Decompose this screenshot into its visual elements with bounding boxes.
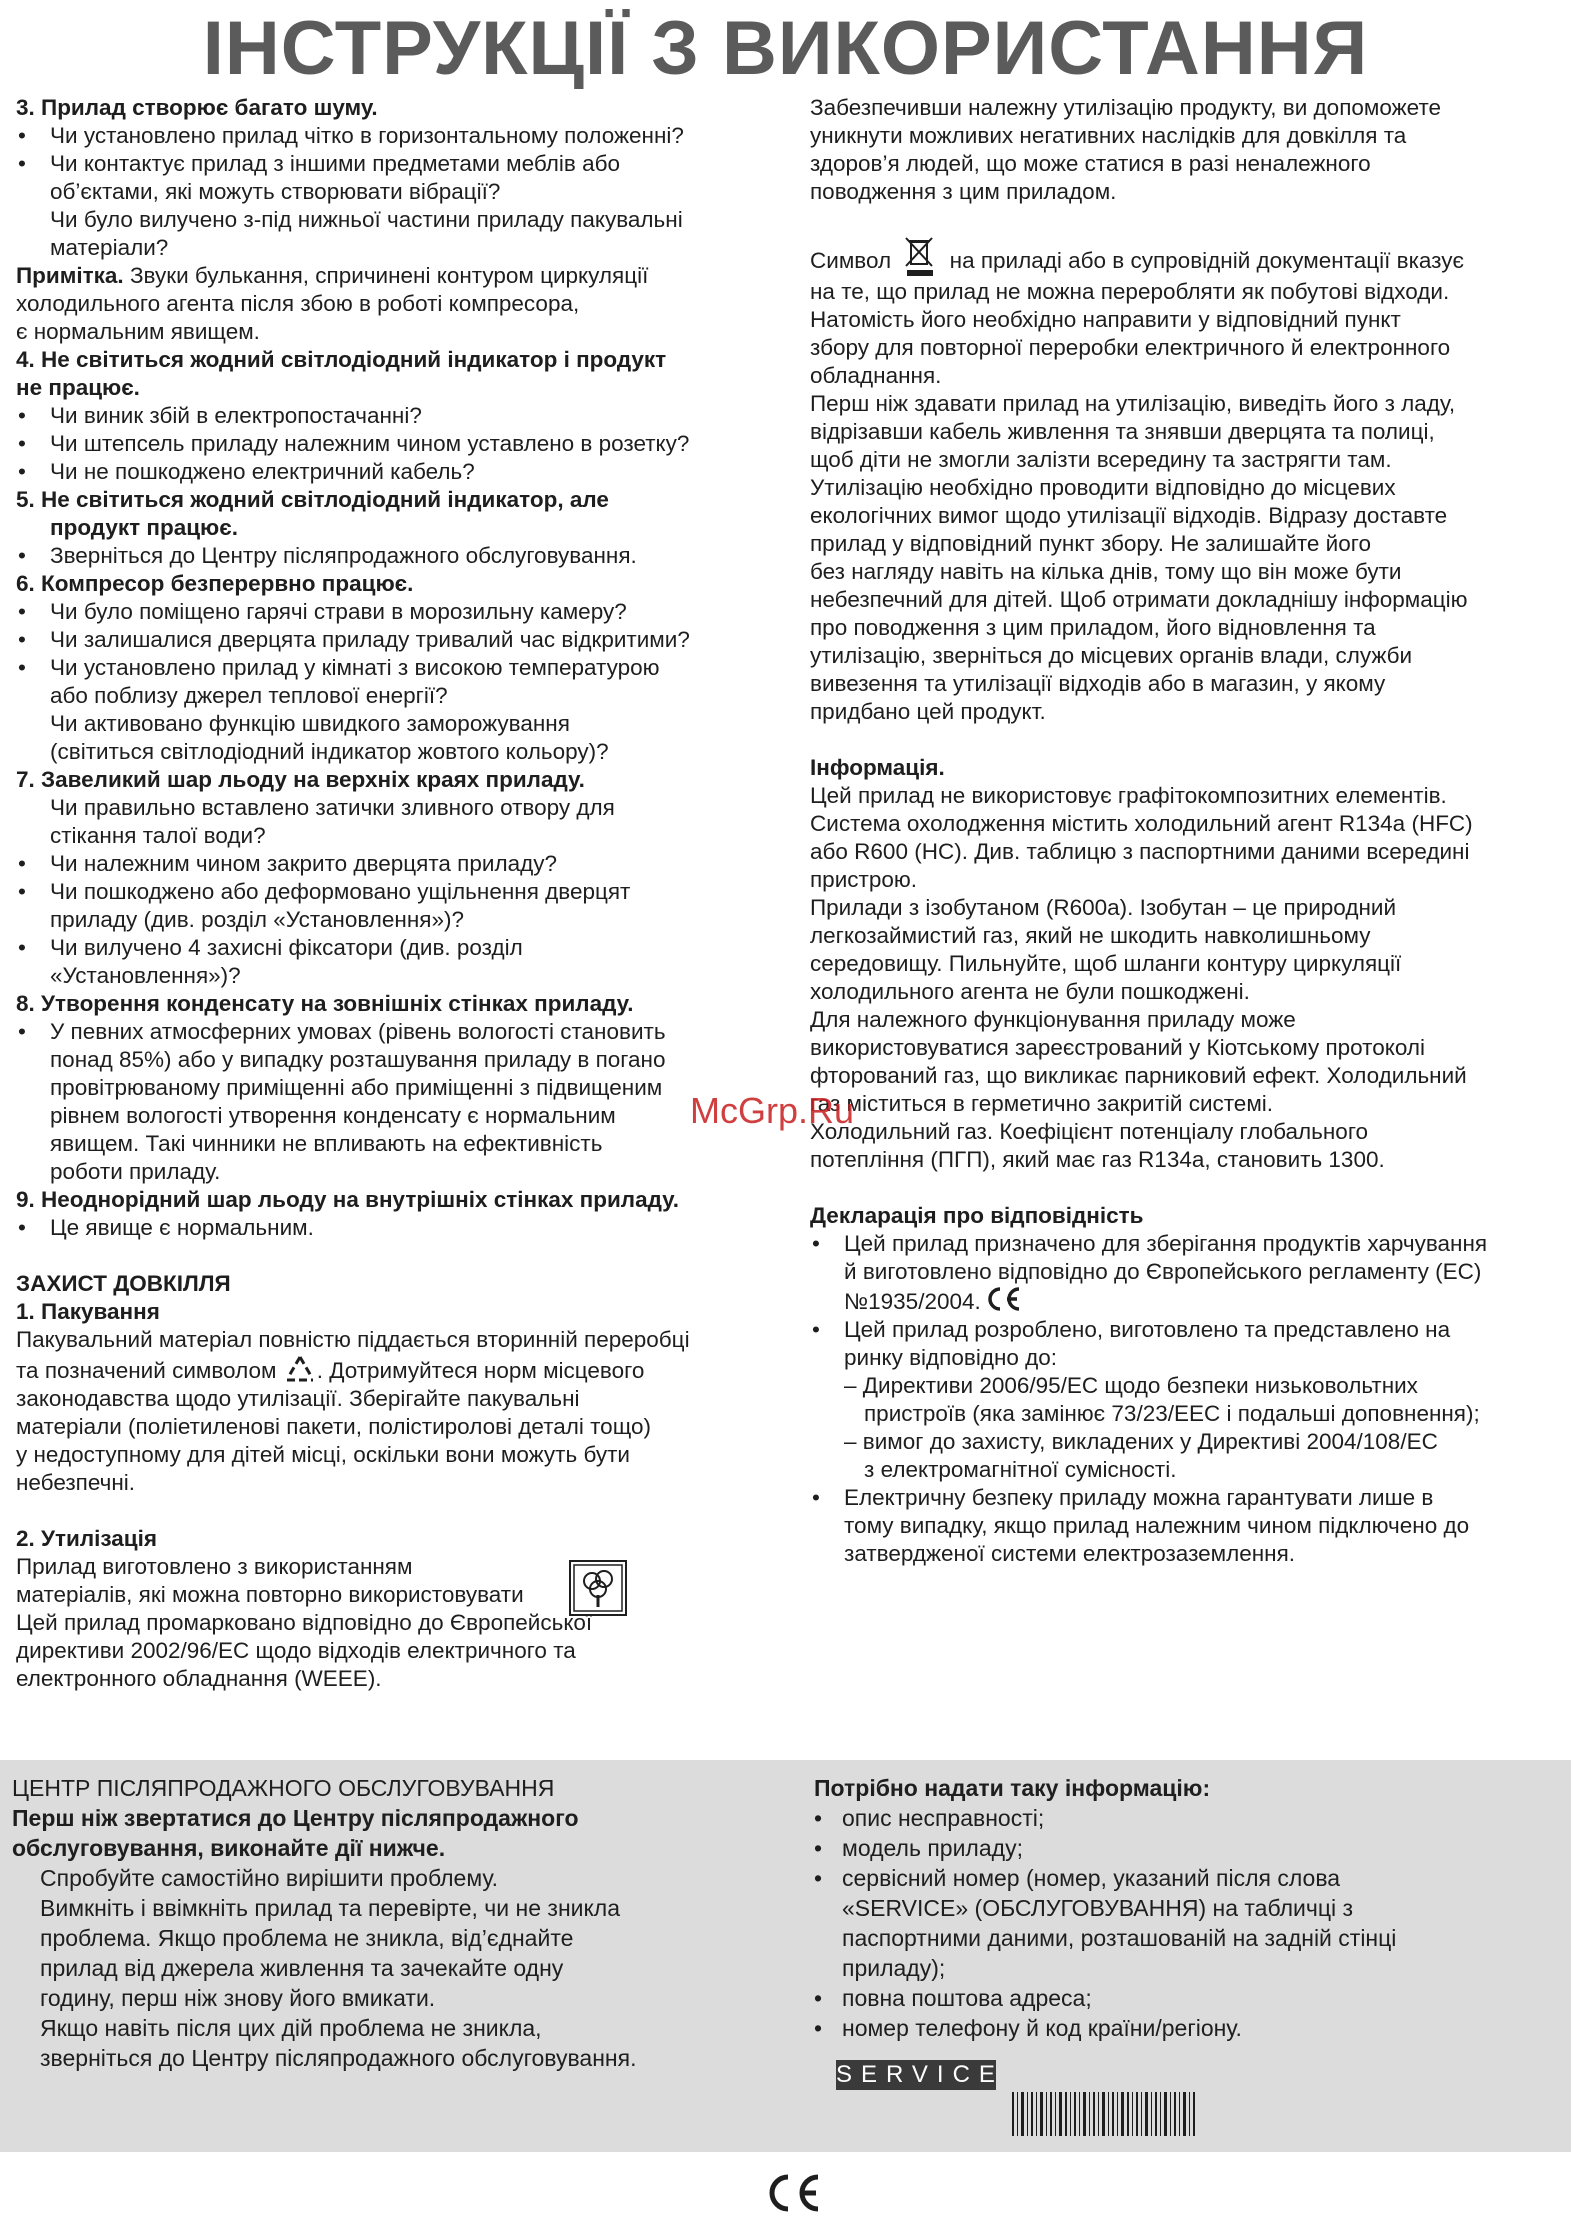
paragraph: Забезпечивши належну утилізацію продукту, ви допоможете уникнути можливих негативних наслідків для довкілля та здоров’я людей, що може статися в разі неналежного поводження з цим приладом. bbox=[810, 95, 1442, 204]
section-7-title: 7. Завеликий шар льоду на верхніх краях приладу. bbox=[16, 767, 585, 792]
list-item: • Чи установлено прилад чітко в горизонтальному положенні? bbox=[16, 122, 791, 150]
section-6-title: 6. Компресор безперервно працює. bbox=[16, 571, 414, 596]
service-info-title: Потрібно надати таку інформацію: bbox=[814, 1775, 1211, 1801]
list-item: • номер телефону й код країни/регіону. bbox=[814, 2013, 1554, 2043]
list-item: • Чи не пошкоджено електричний кабель? bbox=[16, 458, 791, 486]
list-item: • Електричну безпеку приладу можна гарантувати лише в тому випадку, якщо прилад належним чином підключено до затвердженої системи електрозаземлення. bbox=[810, 1484, 1565, 1568]
section-5-title: 5. Не світиться жодний світлодіодний індикатор, але продукт працює. bbox=[16, 487, 609, 540]
list-item: • У певних атмосферних умовах (рівень вологості становить понад 85%) або у випадку розташування приладу в погано провітрюваному приміщенні або приміщенні з підвищеним рівнем вологості утворення конденсату є нормальним явищем. Такі чинники не впливають на ефективність роботи приладу. bbox=[16, 1018, 791, 1186]
page-title: ІНСТРУКЦІЇ З ВИКОРИСТАННЯ bbox=[202, 6, 1369, 91]
barcode-icon bbox=[1010, 2090, 1200, 2146]
left-column bbox=[16, 94, 791, 1693]
crossed-out-wheelie-bin-icon bbox=[903, 234, 937, 278]
disposal-title: 2. Утилізація bbox=[16, 1526, 158, 1551]
disposal-text: Прилад виготовлено з використанням матеріалів, які можна повторно використовувати Цей прилад промарковано відповідно до Європейської директиви 2002/96/EC щодо відходів електричного та електронного обладнання (WEEE). bbox=[16, 1553, 791, 1693]
packaging-title: 1. Пакування bbox=[16, 1299, 160, 1324]
list-item: • Цей прилад призначено для зберігання продуктів харчування й виготовлено відповідно до Європейського регламенту (ЕС) №1935/2004. bbox=[810, 1230, 1565, 1316]
list-item: • Чи було поміщено гарячі страви в морозильну камеру? bbox=[16, 598, 791, 626]
service-instructions: Спробуйте самостійно вирішити проблему. Вимкніть і ввімкніть прилад та перевірте, чи не зникла проблема. Якщо проблема не зникла, від’єднайте прилад від джерела живлення та зачекайте одну годину, перш ніж знову його вмикати. Якщо навіть після цих дій проблема не зникла, зверніться до Центру післяпродажного обслуговування. bbox=[40, 1865, 637, 2071]
paragraph: Чи правильно вставлено затички зливного отвору для стікання талої води? bbox=[50, 795, 615, 848]
paragraph: Символ на приладі або в супровідній документації вказує на те, що прилад не можна переробляти як побутові відходи. Натомість його необхідно направити у відповідний пункт збору для повторної переробки електричного й електронного обладнання. bbox=[810, 234, 1565, 390]
watermark: McGrp.Ru bbox=[690, 1090, 855, 1131]
paragraph: Перш ніж здавати прилад на утилізацію, виведіть його з ладу, відрізавши кабель живлення та знявши дверцята та полиці, щоб діти не змогли залізти всередину та застрягти там. Утилізацію необхідно проводити відповідно до місцевих екологічних вимог щодо утилізації відходів. Відразу доставте прилад у відповідний пункт збору. Не залишайте його без нагляду навіть на кілька днів, тому що він може бути небезпечний для дітей. Щоб отримати докладнішу інформацію про поводження з цим приладом, його відновлення та утилізацію, зверніться до місцевих органів влади, служби вивезення та утилізації відходів або в магазин, у якому придбано цей продукт. bbox=[810, 391, 1468, 724]
list-item: • опис несправності; bbox=[814, 1803, 1554, 1833]
service-right bbox=[814, 1773, 1554, 2043]
recycle-triangle-icon bbox=[283, 1354, 317, 1384]
section-8-title: 8. Утворення конденсату на зовнішніх стінках приладу. bbox=[16, 991, 634, 1016]
list-item: • Цей прилад розроблено, виготовлено та представлено на ринку відповідно до: – Директиви 2006/95/EC щодо безпеки низьковольтних пристроїв (яка замінює 73/23/EEC і подальші доповнення); – вимог до захисту, викладених у Директиві 2004/108/EC з електромагнітної сумісності. bbox=[810, 1316, 1565, 1484]
paragraph: Цей прилад не використовує графітокомпозитних елементів. Система охолодження містить холодильний агент R134a (HFC) або R600 (HC). Див. таблицю з паспортними даними всередині пристрою. Прилади з ізобутаном (R600a). Ізобутан – це природний легкозаймистий газ, який не шкодить навколишньому середовищу. Пильнуйте, щоб шланги контуру циркуляції холодильного агента не були пошкоджені. Для належного функціонування приладу може використовуватися зареєстрований у Кіотському протоколі фторований газ, що викликає парниковий ефект. Холодильний газ міститься в герметично закритій системі. Холодильний газ. Коефіцієнт потенціалу глобального потепління (ПГП), який має газ R134a, становить 1300. bbox=[810, 783, 1473, 1172]
list-item: • Чи виник збій в електропостачанні? bbox=[16, 402, 791, 430]
right-column bbox=[810, 94, 1565, 1568]
list-item: • модель приладу; bbox=[814, 1833, 1554, 1863]
list-item: • сервісний номер (номер, указаний після слова «SERVICE» (ОБСЛУГОВУВАННЯ) на табличці з паспортними даними, розташованій на задній стінці приладу); bbox=[814, 1863, 1554, 1983]
list-item: • Чи установлено прилад у кімнаті з високою температурою або поблизу джерел теплової енергії? Чи активовано функцію швидкого заморожування (світиться світлодіодний індикатор жовтого кольору)? bbox=[16, 654, 791, 766]
list-item: • Зверніться до Центру післяпродажного обслуговування. bbox=[16, 542, 791, 570]
service-subtitle: Перш ніж звертатися до Центру післяпродажного обслуговування, виконайте дії нижче. bbox=[12, 1805, 579, 1861]
ce-mark-icon bbox=[762, 2172, 822, 2214]
section-9-title: 9. Неоднорідний шар льоду на внутрішніх стінках приладу. bbox=[16, 1187, 679, 1212]
list-item: • Чи вилучено 4 захисні фіксатори (див. розділ «Установлення»)? bbox=[16, 934, 791, 990]
service-title: ЦЕНТР ПІСЛЯПРОДАЖНОГО ОБСЛУГОВУВАННЯ bbox=[12, 1775, 555, 1801]
packaging-text: Пакувальний матеріал повністю піддається вторинній переробці та позначений символом . Дотримуйтеся норм місцевого законодавства щодо утилізації. Зберігайте пакувальні матеріали (поліетиленові пакети, полістиролові деталі тощо) у недоступному для дітей місці, оскільки вони можуть бути небезпечні. bbox=[16, 1327, 690, 1495]
list-item: • Чи належним чином закрито дверцята приладу? bbox=[16, 850, 791, 878]
weee-tree-icon bbox=[566, 1557, 630, 1619]
environment-title: ЗАХИСТ ДОВКІЛЛЯ bbox=[16, 1271, 231, 1296]
list-item: • Чи штепсель приладу належним чином уставлено в розетку? bbox=[16, 430, 791, 458]
service-left bbox=[12, 1773, 792, 2073]
list-item: • повна поштова адреса; bbox=[814, 1983, 1554, 2013]
service-badge: SERVICE bbox=[836, 2061, 1004, 2088]
list-item: • Це явище є нормальним. bbox=[16, 1214, 791, 1242]
declaration-title: Декларація про відповідність bbox=[810, 1203, 1144, 1228]
list-item: • Чи контактує прилад з іншими предметами меблів або об’єктами, які можуть створювати вібрації? Чи було вилучено з-під нижньої частини приладу пакувальні матеріали? bbox=[16, 150, 791, 262]
list-item: • Чи пошкоджено або деформовано ущільнення дверцят приладу (див. розділ «Установлення»)? bbox=[16, 878, 791, 934]
note: Примітка. Звуки булькання, спричинені контуром циркуляції холодильного агента після збою в роботі компресора, є нормальним явищем. bbox=[16, 263, 649, 344]
information-title: Інформація. bbox=[810, 755, 945, 780]
list-item: • Чи залишалися дверцята приладу тривалий час відкритими? bbox=[16, 626, 791, 654]
ce-mark-icon bbox=[983, 1286, 1023, 1312]
section-4-title: 4. Не світиться жодний світлодіодний індикатор і продукт не працює. bbox=[16, 347, 667, 400]
section-3-title: 3. Прилад створює багато шуму. bbox=[16, 95, 378, 120]
